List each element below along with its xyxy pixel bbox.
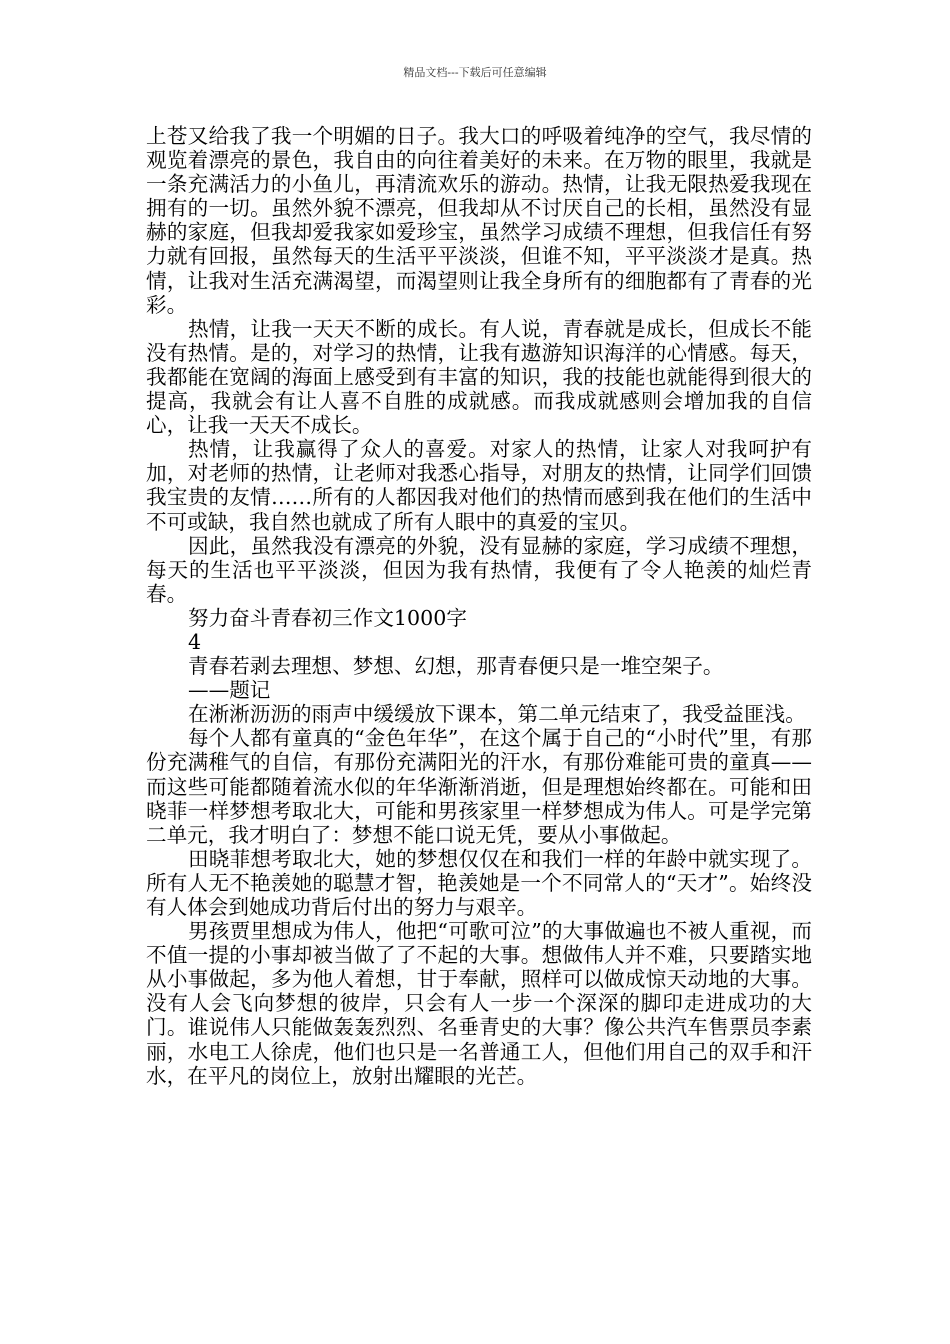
page-header: 精品文档---下载后可任意编辑: [403, 66, 547, 79]
paragraph-5: 在淅淅沥沥的雨声中缓缓放下课本，第二单元结束了，我受益匪浅。: [188, 702, 806, 727]
paragraph-6: 每个人都有童真的“金色年华”，在这个属于自己的“小时代”里，有那份充满稚气的自信，有那份充满阳光的汗水，有那份难能可贵的童真——而这些可能都随着流水似的年华渐渐消逝，但是理想始终都在。可能和田晓菲一样梦想考取北大，可能和男孩家里一样梦想成为伟人。可是学完第二单元，我才明白了：梦想不能口说无凭，要从小事做起。: [146, 726, 812, 847]
section-number: 4: [188, 629, 202, 654]
section-title: 努力奋斗青春初三作文1000字: [188, 605, 467, 630]
paragraph-3: 热情，让我赢得了众人的喜爱。对家人的热情，让家人对我呵护有加，对老师的热情，让老师对我悉心指导，对朋友的热情，让同学们回馈我宝贵的友情……所有的人都因我对他们的热情而感到我在他们的生活中不可或缺，我自然也就成了所有人眼中的真爱的宝贝。: [146, 437, 812, 534]
paragraph-8: 男孩贾里想成为伟人，他把“可歌可泣”的大事做遍也不被人重视，而不值一提的小事却被当做了了不起的大事。想做伟人并不难，只要踏实地从小事做起，多为他人着想，甘于奉献，照样可以做成惊天动地的大事。没有人会飞向梦想的彼岸，只会有人一步一个深深的脚印走进成功的大门。谁说伟人只能做轰轰烈烈、名垂青史的大事？像公共汽车售票员李素丽，水电工人徐虎，他们也只是一名普通工人，但他们用自己的双手和汗水，在平凡的岗位上，放射出耀眼的光芒。: [146, 919, 812, 1088]
paragraph-2: 热情，让我一天天不断的成长。有人说，青春就是成长，但成长不能没有热情。是的，对学习的热情，让我有遨游知识海洋的心情感。每天，我都能在宽阔的海面上感受到有丰富的知识，我的技能也就能得到很大的提高，我就会有让人喜不自胜的成就感。而我成就感则会增加我的自信心，让我一天天不成长。: [146, 316, 812, 438]
paragraph-7: 田晓菲想考取北大，她的梦想仅仅在和我们一样的年龄中就实现了。所有人无不艳羡她的聪慧才智，艳羡她是一个不同常人的“天才”。始终没有人体会到她成功背后付出的努力与艰辛。: [146, 846, 812, 919]
paragraph-4: 因此，虽然我没有漂亮的外貌，没有显赫的家庭，学习成绩不理想，每天的生活也平平淡淡，但因为我有热情，我便有了令人艳羡的灿烂青春。: [146, 533, 812, 606]
paragraph-1: 上苍又给我了我一个明媚的日子。我大口的呼吸着纯净的空气，我尽情的观览着漂亮的景色，我自由的向往着美好的未来。在万物的眼里，我就是一条充满活力的小鱼儿，再清流欢乐的游动。热情，让我无限热爱我现在拥有的一切。虽然外貌不漂亮，但我却从不讨厌自己的长相，虽然没有显赫的家庭，但我却爱我家如爱珍宝，虽然学习成绩不理想，但我信任有努力就有回报，虽然每天的生活平平淡淡，但谁不知，平平淡淡才是真。热情，让我对生活充满渴望，而渴望则让我全身所有的细胞都有了青春的光彩。: [146, 124, 812, 317]
document-body: [146, 124, 812, 1088]
epigraph-attribution: ——题记: [188, 678, 271, 703]
epigraph-quote: 青春若剥去理想、梦想、幻想，那青春便只是一堆空架子。: [188, 654, 724, 679]
